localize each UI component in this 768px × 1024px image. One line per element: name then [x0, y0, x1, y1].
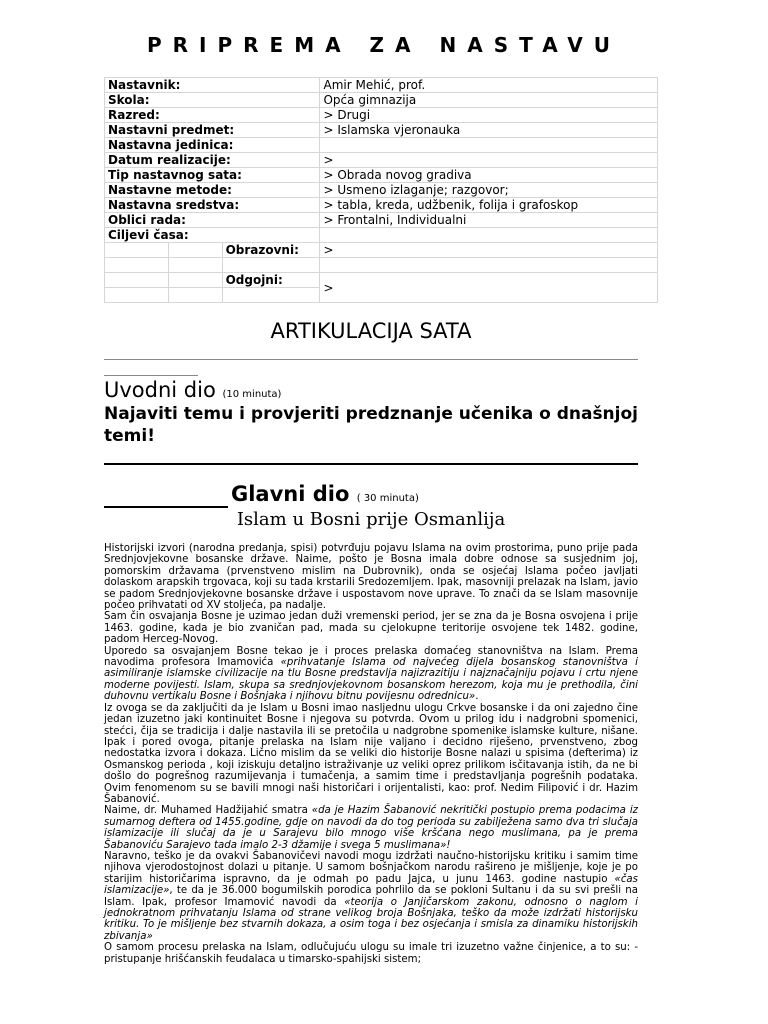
- info-value: > tabla, kreda, udžbenik, folija i grafoskop: [320, 198, 658, 213]
- info-row: [105, 228, 658, 243]
- info-row: [105, 213, 658, 228]
- info-label: Nastavni predmet:: [105, 123, 320, 138]
- info-label: Nastavne metode:: [105, 183, 320, 198]
- info-value: > Usmeno izlaganje; razgovor;: [320, 183, 658, 198]
- empty-cell: [105, 243, 169, 258]
- divider: [104, 359, 638, 360]
- info-value: [320, 228, 658, 243]
- empty-cell: [168, 243, 222, 258]
- uvodni-heading: [104, 378, 281, 402]
- info-row: [105, 123, 658, 138]
- odgojni-value: >: [320, 273, 658, 303]
- uvodni-lead: Najaviti temu i provjeriti predznanje učenika o dnašnjoj temi!: [104, 404, 638, 446]
- paragraph: [104, 646, 638, 703]
- info-label: Tip nastavnog sata:: [105, 168, 320, 183]
- paragraph-text: .: [475, 691, 479, 703]
- paragraph: [104, 851, 638, 942]
- lesson-info-table: [104, 77, 658, 303]
- info-value: > Islamska vjeronauka: [320, 123, 658, 138]
- empty-cell: [105, 258, 169, 273]
- info-value: [320, 138, 658, 153]
- paragraph: Historijski izvori (narodna predanja, spisi) potvrđuju pojavu Islama na ovim prostorima, puno prije pada Srednjovjekovne bosanske države. Naime, pošto je Bosna imala dobre odnose sa susjednim joj, pomorskim državama (prvenstveno mislim na Dubrovnik), onda se osjećaj Islama počeo javljati dolaskom arapskih trgovaca, koji su tada krstarili Sredozemljem. Ipak, masovniji prelazak na Islam, javio se padom Srednjovjekovne bosanske države i uspostavom nove uprave. To znači da se Islam masovnije počeo prihvatati od XV stoljeća, pa nadalje.: [104, 543, 638, 612]
- paragraph-text: Naime, dr. Muhamed Hadžijahić smatra: [104, 805, 312, 817]
- quote: «čas islamizacije»: [104, 873, 638, 897]
- info-value: > Obrada novog gradiva: [320, 168, 658, 183]
- empty-cell: [222, 258, 320, 273]
- quote: «teorija o Janjičarskom zakonu, odnosno o naglom i jednokratnom prihvatanju Islama od strane velikog broja Bošnjaka, teško da može izdržati historijsku kritiku. To je mišljenje bez stvarnih dokaza, a osim toga i bez osjećanja i smisla za dinamiku historijskih zbivanja»: [104, 896, 639, 942]
- page-title: PRIPREMA ZA NASTAVU: [146, 33, 622, 57]
- info-label: Ciljevi časa:: [105, 228, 320, 243]
- glavni-duration: ( 30 minuta): [356, 493, 419, 504]
- empty-cell: [105, 273, 169, 288]
- paragraph: Sam čin osvajanja Bosne je uzimao jedan duži vremenski period, jer se zna da je Bosna osvojena i prije 1463. godine, kada je bio zvaničan pad, mada su cjelokupne teritorije osvojene tek 1482. godine, padom Herceg-Novog.: [104, 611, 638, 646]
- paragraph-text: Naravno, teško je da ovakvi Šabanovičevi navodi mogu izdržati naučno-historijsku kritiku i samim time njihova vjerodostojnost dolazi u pitanje. U samom bošnjačkom narodu rašireno je mišljenje, koje je po starijim historičarima ispravno, da je odmah po padu Jajca, u junu 1463. godine nastupio: [104, 850, 638, 885]
- divider: [104, 463, 638, 465]
- divider: [104, 375, 198, 376]
- info-row: [105, 93, 658, 108]
- lesson-subtitle: Islam u Bosni prije Osmanlija: [236, 509, 506, 530]
- paragraph: [104, 805, 638, 851]
- info-value: > Frontalni, Individualni: [320, 213, 658, 228]
- glavni-heading: [231, 482, 419, 506]
- info-row: [105, 198, 658, 213]
- empty-cell: [168, 273, 222, 288]
- info-label: Nastavna sredstva:: [105, 198, 320, 213]
- paragraph-text: Uporedo sa osvajanjem Bosne tekao je i proces prelaska domaćeg stanovništva na Islam. Prema navodima profesora Imamovića: [104, 645, 638, 669]
- info-row: [105, 108, 658, 123]
- info-label: Razred:: [105, 108, 320, 123]
- info-label: Skola:: [105, 93, 320, 108]
- section-heading-artikulacija: ARTIKULACIJA SATA: [270, 319, 472, 343]
- paragraph: O samom procesu prelaska na Islam, odlučujuću ulogu su imale tri izuzetno važne činjenice, a to su: - pristupanje hrišćanskih feudalaca u timarsko-spahijski sistem;: [104, 942, 638, 965]
- info-value: Amir Mehić, prof.: [320, 78, 658, 93]
- quote: «da je Hazim Šabanović nekritički postupio prema podacima iz sumarnog deftera od 1455.godine, gdje on navodi da do tog perioda su zabilježena samo dva tri slučaja islamizacije ili slučaj da je u Sarajevu bilo mnogo više kršćana nego muslimana, pa je prema Šabanoviću Sarajevo tada imalo 2-3 džamije i svega 5 muslimana»!: [104, 805, 638, 851]
- paragraph: Iz ovoga se da zaključiti da je Islam u Bosni imao nasljednu ulogu Crkve bosanske i da oni zajedno čine jedan izuzetno jaki kontinuitet Bosne i njegova su potvrda. Ovom u prilog idu i nadgrobni spomenici, stećci, čija se tradicija i dalje nastavila ili se pretočila u nadgrobne spomenike islamske kulture, nišane. Ipak i pored ovoga, pitanje prelaska na Islam nije valjano i decidno riješeno, prvenstveno, zbog nedostatka izvora i dokaza. Lično mislim da se veliki dio historije Bosne nalazi u spisima (defterima) iz Osmanskog perioda , koji iziskuju detaljno istraživanje uz veliki oprez prilikom isčitavanja istih, da ne bi došlo do pogrešnog razumijevanja i tumačenja, a samim time i predstavljanja pogrešnih podataka. Ovim fenomenom su se bavili mnogi naši historičari i orijentalisti, kao: prof. Nedim Filipović i dr. Hazim Šabanović.: [104, 702, 638, 805]
- empty-cell: [222, 288, 320, 303]
- info-row: [105, 183, 658, 198]
- divider: [104, 506, 228, 508]
- info-label: Nastavna jedinica:: [105, 138, 320, 153]
- empty-cell: [168, 258, 222, 273]
- empty-cell: [320, 258, 658, 273]
- odgojni-label: Odgojni:: [222, 273, 320, 288]
- obrazovni-value: >: [320, 243, 658, 258]
- body-text: [104, 543, 638, 965]
- info-value: Opća gimnazija: [320, 93, 658, 108]
- uvodni-duration: (10 minuta): [222, 389, 282, 400]
- obrazovni-label: Obrazovni:: [222, 243, 320, 258]
- info-row: [105, 153, 658, 168]
- glavni-heading-text: Glavni dio: [231, 482, 350, 506]
- empty-cell: [168, 288, 222, 303]
- info-value: >: [320, 153, 658, 168]
- info-label: Oblici rada:: [105, 213, 320, 228]
- info-row: [105, 138, 658, 153]
- info-value: > Drugi: [320, 108, 658, 123]
- uvodni-heading-text: Uvodni dio: [104, 378, 216, 402]
- info-label: Datum realizacije:: [105, 153, 320, 168]
- quote: «prihvatanje Islama od najvećeg dijela bosanskog stanovništva i asimiliranje islamske civilizacije na tlu Bosne predstavlja najizrazitiju i najznačajniju pojavu i crtu njene moderne povijesti. Islam, skupa sa srednjovjekovnom bosanskom herezom, koja mu je prethodila, čini duhovnu vertikalu Bosne i Bošnjaka i njihovu bitnu povijesnu odrednicu»: [104, 657, 638, 703]
- info-label: Nastavnik:: [105, 78, 320, 93]
- info-row: [105, 168, 658, 183]
- info-row: [105, 78, 658, 93]
- empty-cell: [105, 288, 169, 303]
- paragraph-text: , te da je 36.000 bogumilskih porodica pohrlilo da se pokloni Sultanu i da su svi prešli na Islam. Ipak, profesor Imamović navodi da: [104, 885, 638, 908]
